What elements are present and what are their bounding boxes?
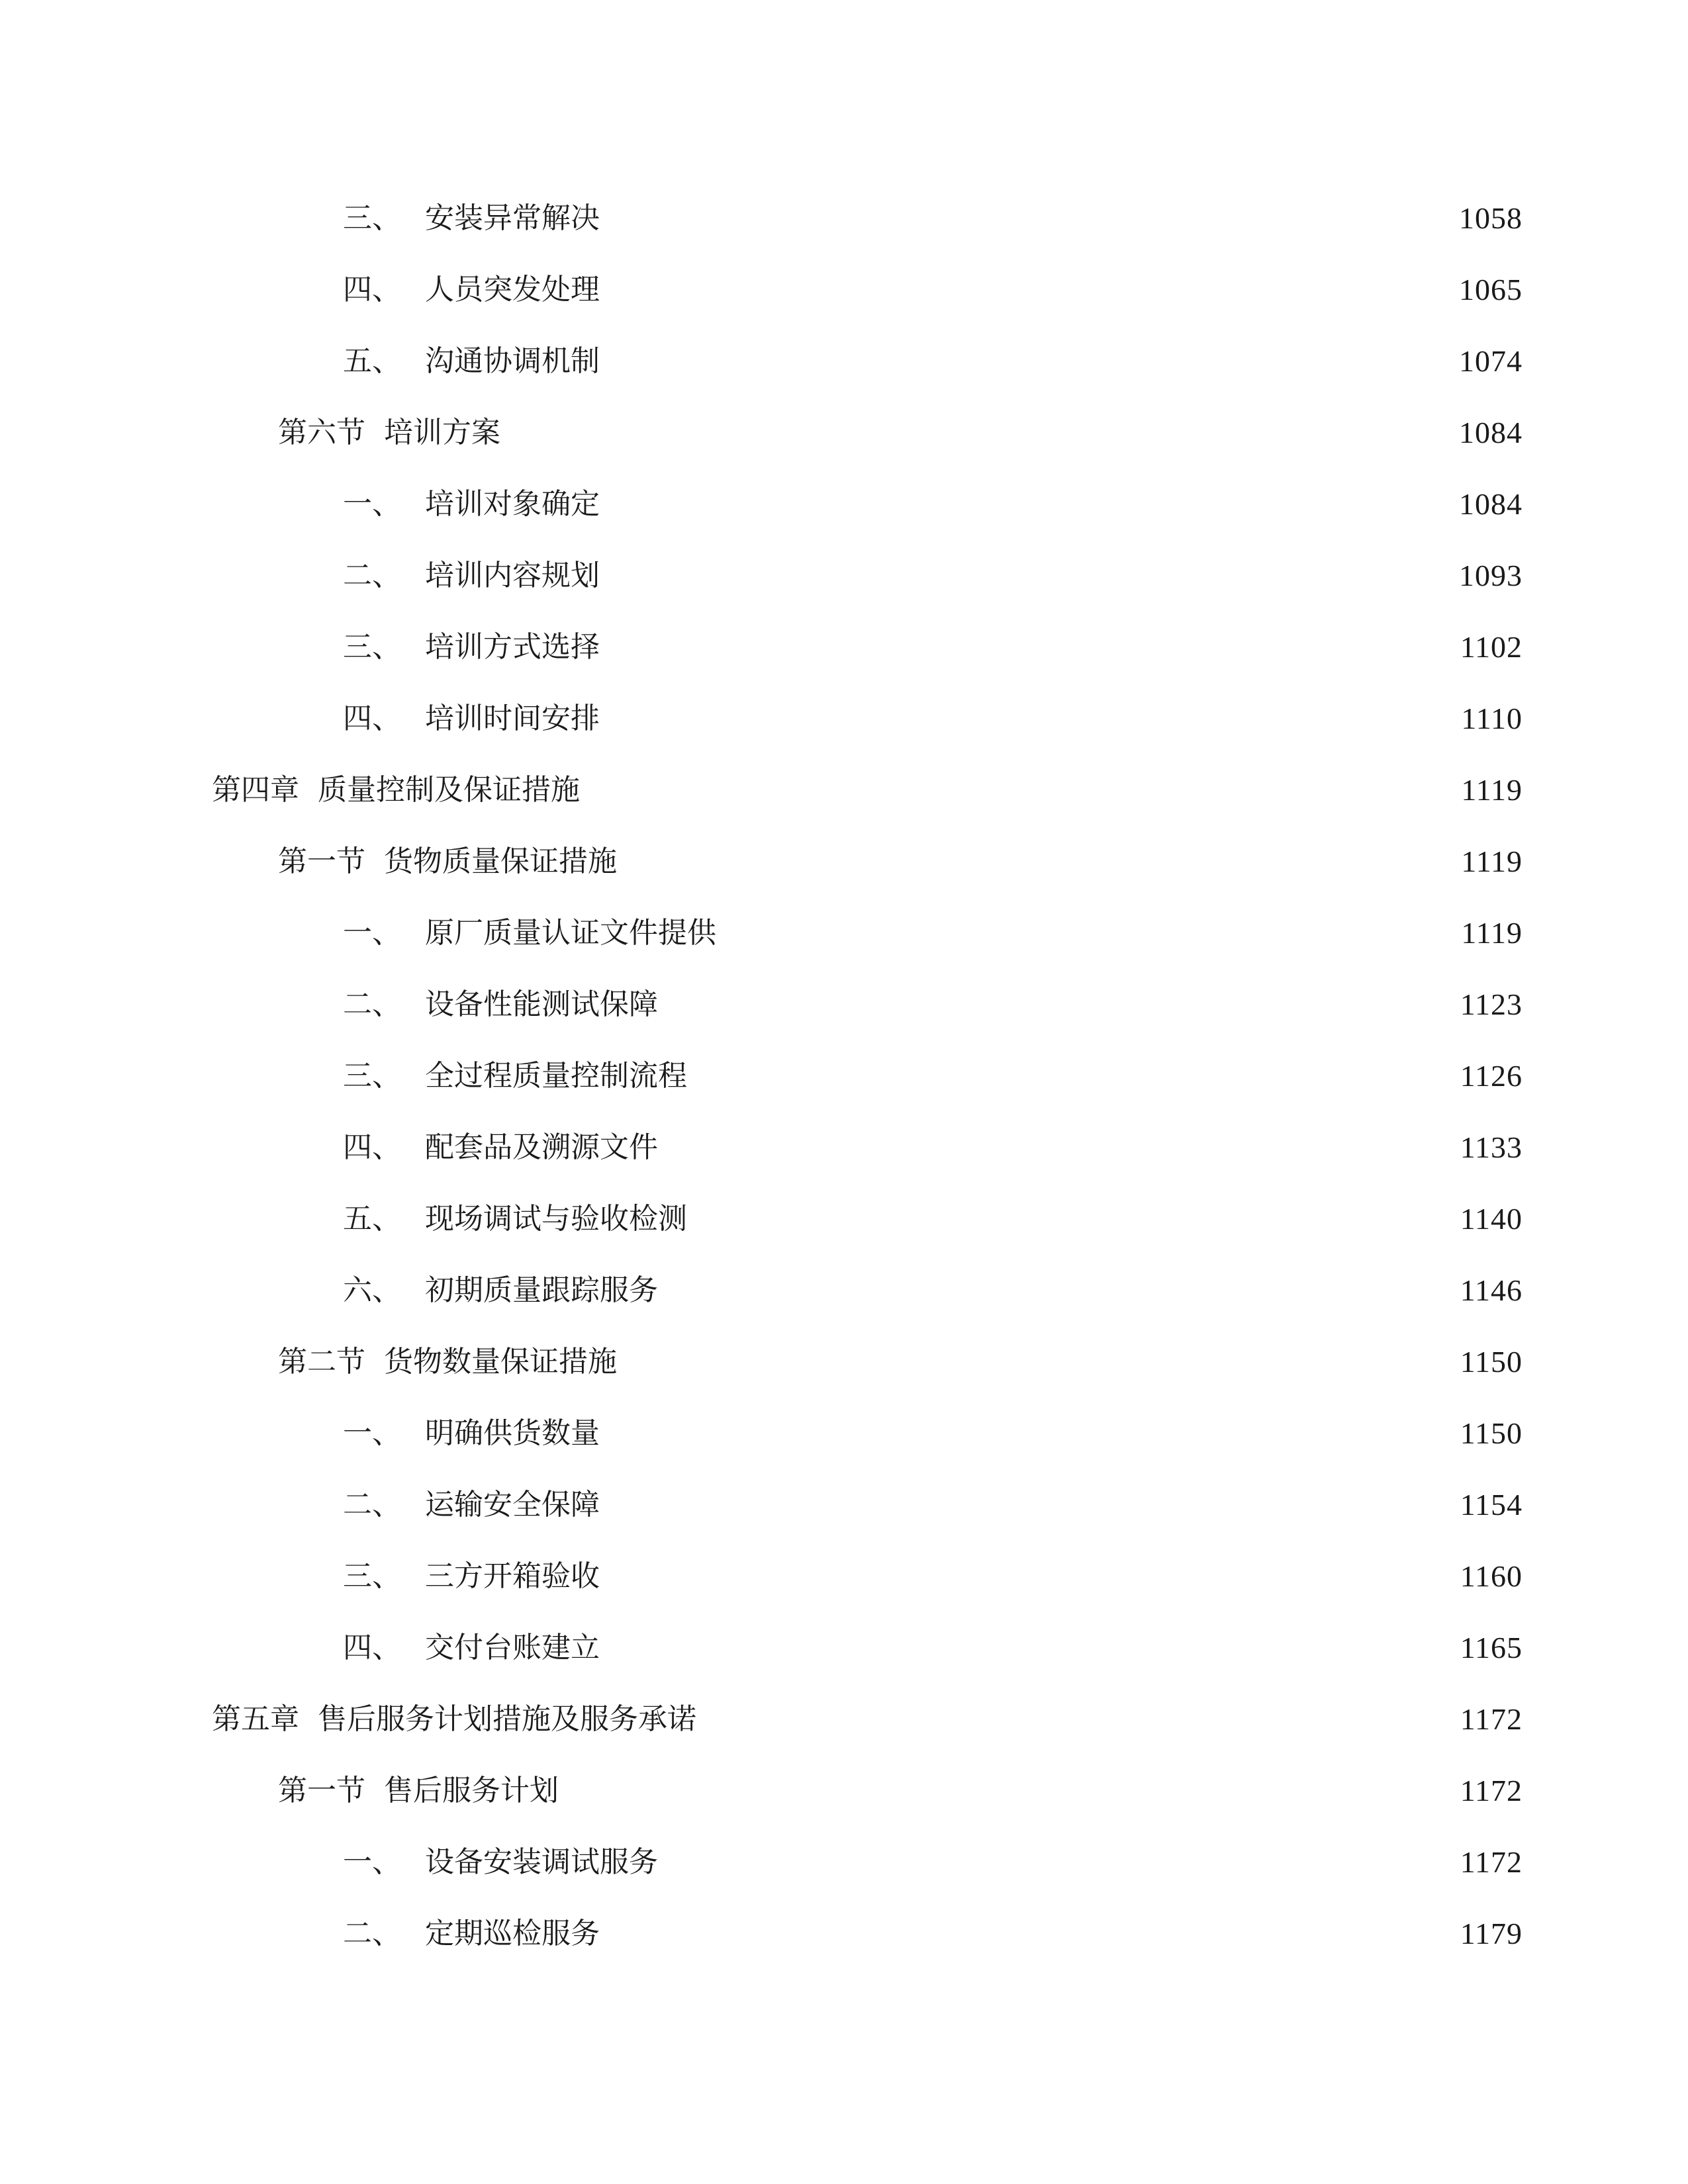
toc-entry-page-number: 1146 <box>1460 1273 1523 1307</box>
dot-leader <box>625 835 1446 888</box>
toc-entry-marker: 三、 <box>343 201 401 235</box>
dot-leader <box>608 335 1444 388</box>
toc-entry-page-number: 1172 <box>1460 1845 1523 1879</box>
toc-entry-title: 安装异常解决 <box>425 201 600 235</box>
toc-entry-title: 配套品及溯源文件 <box>425 1130 658 1164</box>
toc-entry[interactable] <box>0 1764 1688 1817</box>
toc-entry-marker: 六、 <box>343 1273 401 1307</box>
toc-entry[interactable] <box>0 1407 1688 1460</box>
dot-leader <box>608 263 1444 316</box>
dot-leader <box>608 1407 1446 1460</box>
toc-entry-title: 运输安全保障 <box>425 1488 600 1522</box>
toc-entry-title: 三方开箱验收 <box>425 1559 600 1593</box>
toc-entry-page-number: 1126 <box>1460 1059 1523 1093</box>
toc-entry[interactable] <box>0 1836 1688 1889</box>
toc-entry[interactable] <box>0 1550 1688 1603</box>
toc-entry-page-number: 1093 <box>1459 559 1523 592</box>
toc-entry-page-number: 1150 <box>1460 1416 1523 1450</box>
dot-leader <box>608 1550 1446 1603</box>
toc-entry-marker: 五、 <box>343 1202 401 1236</box>
toc-entry-page-number: 1102 <box>1460 630 1523 664</box>
toc-entry-page-number: 1172 <box>1460 1702 1523 1736</box>
dot-leader <box>666 1836 1446 1889</box>
toc-entry-page-number: 1065 <box>1459 273 1523 306</box>
toc-entry-page-number: 1058 <box>1459 201 1523 235</box>
toc-entry-title: 沟通协调机制 <box>425 344 600 378</box>
toc-entry-title: 货物数量保证措施 <box>384 1345 617 1379</box>
dot-leader <box>608 1907 1446 1960</box>
toc-entry-marker: 三、 <box>343 1059 401 1093</box>
toc-entry[interactable] <box>0 1907 1688 1960</box>
toc-entry-page-number: 1074 <box>1459 344 1523 378</box>
toc-entry[interactable] <box>0 978 1688 1031</box>
toc-entry[interactable] <box>0 406 1688 459</box>
toc-entry-page-number: 1084 <box>1459 416 1523 449</box>
dot-leader <box>608 192 1444 245</box>
toc-entry-title: 售后服务计划措施及服务承诺 <box>318 1702 696 1736</box>
toc-entry-marker: 二、 <box>343 987 401 1021</box>
toc-entry[interactable] <box>0 263 1688 316</box>
toc-entry-title: 培训对象确定 <box>425 487 600 521</box>
toc-entry[interactable] <box>0 478 1688 531</box>
toc-entry-marker: 四、 <box>343 273 401 306</box>
toc-entry-marker: 一、 <box>343 916 401 950</box>
toc-entry[interactable] <box>0 192 1688 245</box>
toc-entry-page-number: 1119 <box>1461 916 1523 950</box>
toc-entry-marker: 三、 <box>343 1559 401 1593</box>
toc-entry-title: 交付台账建立 <box>425 1631 600 1664</box>
dot-leader <box>625 1336 1446 1388</box>
toc-entry[interactable] <box>0 1050 1688 1103</box>
toc-entry-page-number: 1123 <box>1460 987 1523 1021</box>
toc-entry[interactable] <box>0 835 1688 888</box>
toc-entry-marker: 五、 <box>343 344 401 378</box>
toc-entry[interactable] <box>0 764 1688 817</box>
toc-entry-title: 定期巡检服务 <box>425 1917 600 1950</box>
toc-entry-page-number: 1119 <box>1461 773 1523 807</box>
toc-entry-marker: 四、 <box>343 702 401 735</box>
toc-entry-marker: 第六节 <box>278 416 365 449</box>
toc-entry-title: 原厂质量认证文件提供 <box>425 916 716 950</box>
toc-entry-title: 货物质量保证措施 <box>384 844 617 878</box>
toc-entry-marker: 二、 <box>343 1488 401 1522</box>
dot-leader <box>695 1050 1446 1103</box>
toc-entry-title: 现场调试与验收检测 <box>425 1202 687 1236</box>
toc-entry[interactable] <box>0 621 1688 674</box>
dot-leader <box>608 478 1444 531</box>
toc-entry-title: 全过程质量控制流程 <box>425 1059 687 1093</box>
toc-entry-title: 初期质量跟踪服务 <box>425 1273 658 1307</box>
toc-entry[interactable] <box>0 1264 1688 1317</box>
toc-entry-title: 质量控制及保证措施 <box>318 773 580 807</box>
toc-entry-marker: 三、 <box>343 630 401 664</box>
toc-entry[interactable] <box>0 1693 1688 1746</box>
toc-entry-page-number: 1172 <box>1460 1774 1523 1807</box>
toc-entry-marker: 第一节 <box>278 1774 365 1807</box>
dot-leader <box>704 1693 1446 1746</box>
toc-entry-marker: 一、 <box>343 1416 401 1450</box>
toc-entry-page-number: 1165 <box>1460 1631 1523 1664</box>
toc-entry-page-number: 1110 <box>1461 702 1523 735</box>
toc-entry-marker: 第五章 <box>212 1702 299 1736</box>
toc-entry-title: 设备性能测试保障 <box>425 987 658 1021</box>
dot-leader <box>608 549 1444 602</box>
toc-entry-page-number: 1154 <box>1460 1488 1523 1522</box>
toc-entry-page-number: 1150 <box>1460 1345 1523 1379</box>
toc-entry-marker: 第一节 <box>278 844 365 878</box>
dot-leader <box>588 764 1446 817</box>
toc-entry[interactable] <box>0 1193 1688 1246</box>
toc-entry[interactable] <box>0 549 1688 602</box>
dot-leader <box>608 1479 1446 1531</box>
dot-leader <box>567 1764 1446 1817</box>
toc-entry-marker: 四、 <box>343 1130 401 1164</box>
toc-entry-title: 培训方式选择 <box>425 630 600 664</box>
toc-entry[interactable] <box>0 1621 1688 1674</box>
toc-entry-page-number: 1179 <box>1460 1917 1523 1950</box>
dot-leader <box>666 978 1446 1031</box>
dot-leader <box>608 621 1446 674</box>
toc-entry-title: 培训方案 <box>384 416 500 449</box>
dot-leader <box>695 1193 1446 1246</box>
toc-entry-title: 设备安装调试服务 <box>425 1845 658 1879</box>
toc-entry-marker: 二、 <box>343 559 401 592</box>
toc-entry[interactable] <box>0 335 1688 388</box>
dot-leader <box>666 1264 1446 1317</box>
toc-entry-page-number: 1160 <box>1460 1559 1523 1593</box>
toc-entry-title: 售后服务计划 <box>384 1774 559 1807</box>
toc-entry-page-number: 1140 <box>1460 1202 1523 1236</box>
toc-entry-marker: 第二节 <box>278 1345 365 1379</box>
toc-entry-marker: 一、 <box>343 1845 401 1879</box>
toc-entry[interactable] <box>0 1121 1688 1174</box>
toc-entry-title: 人员突发处理 <box>425 273 600 306</box>
toc-entry-marker: 一、 <box>343 487 401 521</box>
dot-leader <box>608 692 1446 745</box>
toc-entry-title: 培训时间安排 <box>425 702 600 735</box>
toc-entry[interactable] <box>0 907 1688 960</box>
toc-entry-page-number: 1133 <box>1460 1130 1523 1164</box>
dot-leader <box>508 406 1444 459</box>
dot-leader <box>724 907 1446 960</box>
toc-entry-marker: 二、 <box>343 1917 401 1950</box>
toc-entry-page-number: 1119 <box>1461 844 1523 878</box>
toc-entry-marker: 第四章 <box>212 773 299 807</box>
toc-entry-marker: 四、 <box>343 1631 401 1664</box>
toc-entry[interactable] <box>0 1479 1688 1531</box>
toc-entry[interactable] <box>0 692 1688 745</box>
dot-leader <box>666 1121 1446 1174</box>
dot-leader <box>608 1621 1446 1674</box>
toc-entry-page-number: 1084 <box>1459 487 1523 521</box>
toc-entry-title: 培训内容规划 <box>425 559 600 592</box>
toc-entry-title: 明确供货数量 <box>425 1416 600 1450</box>
toc-entry[interactable] <box>0 1336 1688 1388</box>
